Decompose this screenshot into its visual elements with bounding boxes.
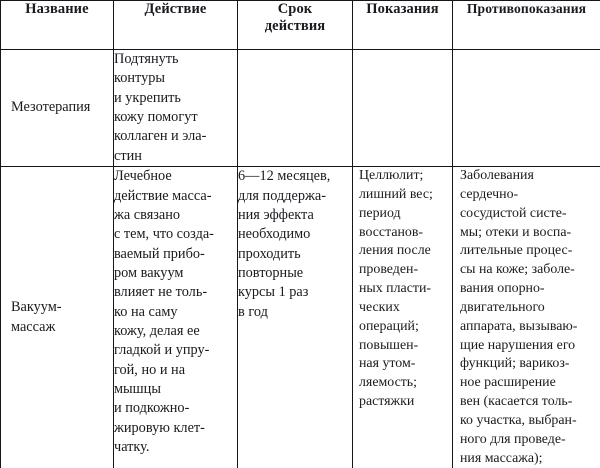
text-line: Мезотерапия bbox=[11, 98, 109, 117]
text-line: влияет не толь- bbox=[114, 283, 237, 302]
text-line: ко на саму bbox=[114, 303, 237, 322]
column-header-action bbox=[114, 1, 238, 50]
text-line: лительные процес- bbox=[460, 242, 596, 261]
text-line: ваемый прибо- bbox=[114, 245, 237, 264]
column-header-contraindications-line: Противопоказания bbox=[453, 1, 600, 16]
text-line: проходить bbox=[238, 245, 352, 264]
table-body bbox=[1, 50, 600, 468]
text-line: вен (касается толь- bbox=[460, 393, 596, 412]
text-line: Вакуум- bbox=[11, 298, 109, 317]
text-line: лишний вес; bbox=[359, 186, 452, 205]
text-line: ния массажа); bbox=[460, 450, 596, 468]
cell-contraindications bbox=[453, 50, 600, 167]
text-line: ного для проведе- bbox=[460, 431, 596, 450]
text-line: гладкой и упру- bbox=[114, 341, 237, 360]
text-line: для поддержа- bbox=[238, 187, 352, 206]
text-line: чатку. bbox=[114, 438, 237, 457]
text-line: жа связано bbox=[114, 206, 237, 225]
text-line: повышен- bbox=[359, 337, 452, 356]
text-line: курсы 1 раз bbox=[238, 283, 352, 302]
text-line: гой, но и на bbox=[114, 361, 237, 380]
text-line: ления после bbox=[359, 242, 452, 261]
text-line: контуры bbox=[114, 69, 237, 88]
text-line: в год bbox=[238, 303, 352, 322]
text-line: двигательного bbox=[460, 299, 596, 318]
text-line: сосудистой систе- bbox=[460, 205, 596, 224]
column-header-action-line: Действие bbox=[114, 1, 237, 18]
column-header-contraindications bbox=[453, 1, 600, 50]
text-line: и подкожно- bbox=[114, 399, 237, 418]
text-line: Целлюлит; bbox=[359, 167, 452, 186]
text-line: с тем, что созда- bbox=[114, 225, 237, 244]
text-line: сы на коже; заболе- bbox=[460, 261, 596, 280]
text-line: 6—12 месяцев, bbox=[238, 167, 352, 186]
text-line: ных пласти- bbox=[359, 280, 452, 299]
table-header bbox=[1, 1, 600, 50]
text-line: ная утом- bbox=[359, 355, 452, 374]
column-header-name bbox=[1, 1, 114, 50]
table-row bbox=[1, 50, 600, 167]
text-line: и укрепить bbox=[114, 89, 237, 108]
text-line: вания опорно- bbox=[460, 280, 596, 299]
text-line: стин bbox=[114, 147, 237, 166]
text-line: ное расширение bbox=[460, 374, 596, 393]
text-line: действие масса- bbox=[114, 187, 237, 206]
text-line: массаж bbox=[11, 318, 109, 337]
column-header-term-line-1: Срок bbox=[238, 1, 352, 18]
header-row bbox=[1, 1, 600, 50]
text-line: ческих bbox=[359, 299, 452, 318]
text-line: ляемость; bbox=[359, 374, 452, 393]
column-header-name-line: Название bbox=[1, 1, 113, 18]
text-line: щие нарушения его bbox=[460, 337, 596, 356]
text-line: мы; отеки и воспа- bbox=[460, 224, 596, 243]
text-line: кожу, делая ее bbox=[114, 322, 237, 341]
column-header-term-line-2: действия bbox=[238, 18, 352, 35]
text-line: коллаген и эла- bbox=[114, 127, 237, 146]
cell-action bbox=[114, 50, 238, 167]
column-header-indications-line: Показания bbox=[353, 1, 452, 18]
text-line: период bbox=[359, 205, 452, 224]
text-line: мышцы bbox=[114, 380, 237, 399]
column-header-indications bbox=[353, 1, 453, 50]
text-line: ко участка, выбран- bbox=[460, 412, 596, 431]
text-line: сердечно- bbox=[460, 186, 596, 205]
text-line: Заболевания bbox=[460, 167, 596, 186]
text-line: Лечебное bbox=[114, 167, 237, 186]
text-line: кожу помогут bbox=[114, 108, 237, 127]
text-line: ния эффекта bbox=[238, 206, 352, 225]
text-line: функций; варикоз- bbox=[460, 355, 596, 374]
text-line: необходимо bbox=[238, 225, 352, 244]
text-line: операций; bbox=[359, 318, 452, 337]
text-line: Подтянуть bbox=[114, 50, 237, 69]
text-line: проведен- bbox=[359, 261, 452, 280]
cell-indications bbox=[353, 50, 453, 167]
text-line: повторные bbox=[238, 264, 352, 283]
text-line: жировую клет- bbox=[114, 419, 237, 438]
text-line: растяжки bbox=[359, 393, 452, 412]
column-header-term bbox=[238, 1, 353, 50]
cell-name bbox=[1, 50, 114, 167]
text-line: аппарата, вызываю- bbox=[460, 318, 596, 337]
cell-term bbox=[238, 50, 353, 167]
text-line: ром вакуум bbox=[114, 264, 237, 283]
text-line: восстанов- bbox=[359, 224, 452, 243]
